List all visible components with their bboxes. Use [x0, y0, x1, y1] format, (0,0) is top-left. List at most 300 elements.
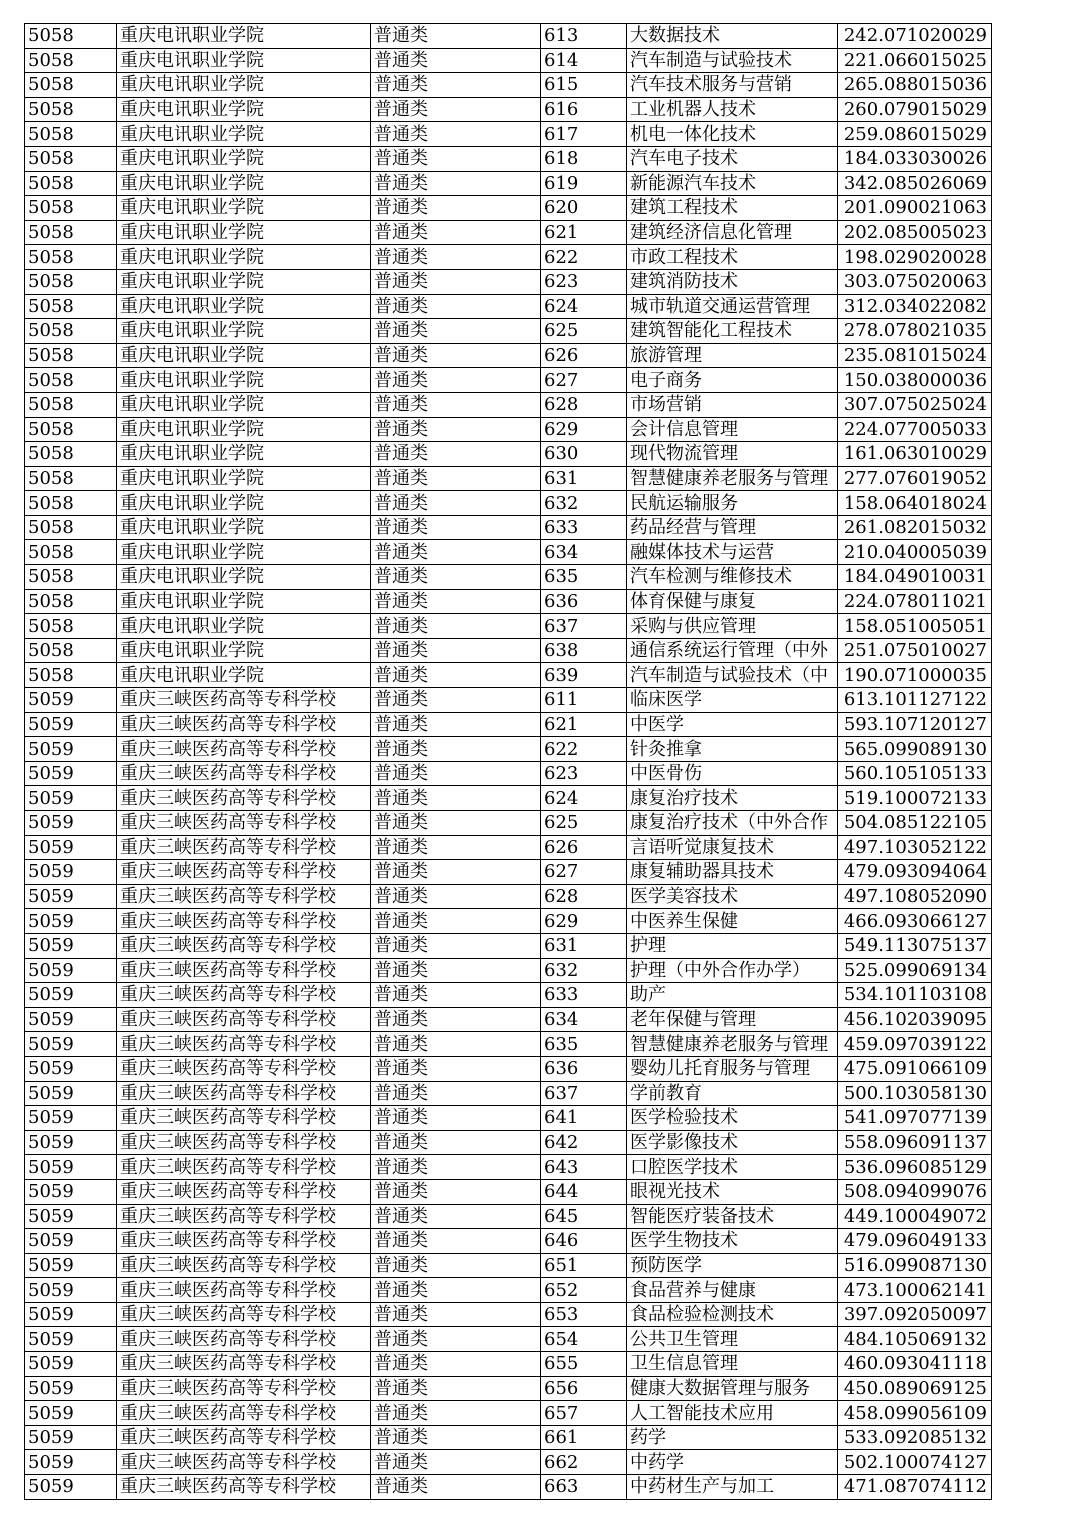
score-cell: 565.099089130 — [838, 737, 992, 762]
category-cell: 普通类 — [371, 24, 541, 49]
table-row — [25, 1302, 992, 1327]
major-name-cell: 汽车制造与试验技术（中 — [627, 663, 838, 688]
major-name-cell: 食品营养与健康 — [627, 1278, 838, 1303]
score-cell: 251.075010027 — [838, 638, 992, 663]
score-cell: 479.096049133 — [838, 1229, 992, 1254]
category-cell: 普通类 — [371, 343, 541, 368]
school-name-cell: 重庆三峡医药高等专科学校 — [117, 1352, 371, 1377]
major-code-cell: 643 — [541, 1155, 627, 1180]
school-name-cell: 重庆电讯职业学院 — [117, 294, 371, 319]
major-name-cell: 医学检验技术 — [627, 1106, 838, 1131]
table-row — [25, 589, 992, 614]
score-cell: 242.071020029 — [838, 24, 992, 49]
category-cell: 普通类 — [371, 811, 541, 836]
score-cell: 525.099069134 — [838, 958, 992, 983]
major-name-cell: 公共卫生管理 — [627, 1327, 838, 1352]
table-row — [25, 835, 992, 860]
major-name-cell: 康复辅助器具技术 — [627, 860, 838, 885]
major-name-cell: 现代物流管理 — [627, 442, 838, 467]
table-row — [25, 442, 992, 467]
score-cell: 190.071000035 — [838, 663, 992, 688]
score-cell: 235.081015024 — [838, 343, 992, 368]
score-cell: 210.040005039 — [838, 540, 992, 565]
table-row — [25, 761, 992, 786]
major-name-cell: 智慧健康养老服务与管理 — [627, 466, 838, 491]
score-cell: 150.038000036 — [838, 368, 992, 393]
school-name-cell: 重庆三峡医药高等专科学校 — [117, 1204, 371, 1229]
score-cell: 460.093041118 — [838, 1352, 992, 1377]
school-code-cell: 5058 — [25, 515, 117, 540]
school-name-cell: 重庆三峡医药高等专科学校 — [117, 1475, 371, 1500]
school-name-cell: 重庆三峡医药高等专科学校 — [117, 1229, 371, 1254]
category-cell: 普通类 — [371, 1007, 541, 1032]
school-name-cell: 重庆三峡医药高等专科学校 — [117, 1130, 371, 1155]
category-cell: 普通类 — [371, 392, 541, 417]
table-row — [25, 712, 992, 737]
major-code-cell: 641 — [541, 1106, 627, 1131]
major-code-cell: 657 — [541, 1401, 627, 1426]
major-name-cell: 针灸推拿 — [627, 737, 838, 762]
category-cell: 普通类 — [371, 146, 541, 171]
school-code-cell: 5058 — [25, 343, 117, 368]
school-name-cell: 重庆三峡医药高等专科学校 — [117, 737, 371, 762]
school-name-cell: 重庆三峡医药高等专科学校 — [117, 811, 371, 836]
table-row — [25, 1106, 992, 1131]
table-row — [25, 220, 992, 245]
school-code-cell: 5059 — [25, 1032, 117, 1057]
category-cell: 普通类 — [371, 1081, 541, 1106]
table-row — [25, 1327, 992, 1352]
score-cell: 504.085122105 — [838, 811, 992, 836]
category-cell: 普通类 — [371, 1401, 541, 1426]
major-name-cell: 老年保健与管理 — [627, 1007, 838, 1032]
table-row — [25, 122, 992, 147]
school-name-cell: 重庆三峡医药高等专科学校 — [117, 983, 371, 1008]
category-cell: 普通类 — [371, 1450, 541, 1475]
table-row — [25, 811, 992, 836]
score-cell: 475.091066109 — [838, 1056, 992, 1081]
major-code-cell: 629 — [541, 909, 627, 934]
score-cell: 484.105069132 — [838, 1327, 992, 1352]
major-name-cell: 大数据技术 — [627, 24, 838, 49]
major-code-cell: 618 — [541, 146, 627, 171]
score-cell: 184.033030026 — [838, 146, 992, 171]
table-row — [25, 1056, 992, 1081]
category-cell: 普通类 — [371, 245, 541, 270]
major-name-cell: 电子商务 — [627, 368, 838, 393]
school-code-cell: 5058 — [25, 97, 117, 122]
score-cell: 500.103058130 — [838, 1081, 992, 1106]
major-name-cell: 卫生信息管理 — [627, 1352, 838, 1377]
school-code-cell: 5059 — [25, 835, 117, 860]
major-name-cell: 通信系统运行管理（中外 — [627, 638, 838, 663]
table-row — [25, 884, 992, 909]
category-cell: 普通类 — [371, 319, 541, 344]
school-name-cell: 重庆电讯职业学院 — [117, 614, 371, 639]
category-cell: 普通类 — [371, 417, 541, 442]
major-code-cell: 617 — [541, 122, 627, 147]
major-name-cell: 市场营销 — [627, 392, 838, 417]
school-name-cell: 重庆电讯职业学院 — [117, 196, 371, 221]
major-name-cell: 中药学 — [627, 1450, 838, 1475]
category-cell: 普通类 — [371, 1056, 541, 1081]
major-name-cell: 口腔医学技术 — [627, 1155, 838, 1180]
table-row — [25, 1179, 992, 1204]
major-name-cell: 康复治疗技术（中外合作 — [627, 811, 838, 836]
score-cell: 519.100072133 — [838, 786, 992, 811]
table-row — [25, 933, 992, 958]
school-code-cell: 5059 — [25, 811, 117, 836]
score-cell: 479.093094064 — [838, 860, 992, 885]
table-row — [25, 786, 992, 811]
school-code-cell: 5059 — [25, 786, 117, 811]
school-name-cell: 重庆三峡医药高等专科学校 — [117, 1007, 371, 1032]
school-code-cell: 5059 — [25, 1376, 117, 1401]
table-row — [25, 24, 992, 49]
score-cell: 198.029020028 — [838, 245, 992, 270]
score-cell: 502.100074127 — [838, 1450, 992, 1475]
school-code-cell: 5059 — [25, 1450, 117, 1475]
school-code-cell: 5058 — [25, 48, 117, 73]
school-name-cell: 重庆电讯职业学院 — [117, 663, 371, 688]
major-code-cell: 628 — [541, 884, 627, 909]
major-code-cell: 663 — [541, 1475, 627, 1500]
major-name-cell: 民航运输服务 — [627, 491, 838, 516]
table-row — [25, 638, 992, 663]
school-name-cell: 重庆电讯职业学院 — [117, 269, 371, 294]
school-name-cell: 重庆三峡医药高等专科学校 — [117, 1081, 371, 1106]
category-cell: 普通类 — [371, 958, 541, 983]
major-name-cell: 健康大数据管理与服务 — [627, 1376, 838, 1401]
major-name-cell: 婴幼儿托育服务与管理 — [627, 1056, 838, 1081]
school-code-cell: 5059 — [25, 761, 117, 786]
score-cell: 161.063010029 — [838, 442, 992, 467]
school-name-cell: 重庆三峡医药高等专科学校 — [117, 712, 371, 737]
category-cell: 普通类 — [371, 1106, 541, 1131]
score-cell: 541.097077139 — [838, 1106, 992, 1131]
school-name-cell: 重庆电讯职业学院 — [117, 589, 371, 614]
school-code-cell: 5058 — [25, 171, 117, 196]
table-row — [25, 196, 992, 221]
major-code-cell: 637 — [541, 1081, 627, 1106]
major-name-cell: 建筑智能化工程技术 — [627, 319, 838, 344]
school-name-cell: 重庆三峡医药高等专科学校 — [117, 1302, 371, 1327]
major-code-cell: 653 — [541, 1302, 627, 1327]
category-cell: 普通类 — [371, 983, 541, 1008]
table-body — [25, 24, 992, 1500]
table-row — [25, 860, 992, 885]
score-cell: 613.101127122 — [838, 688, 992, 713]
category-cell: 普通类 — [371, 1253, 541, 1278]
table-row — [25, 737, 992, 762]
category-cell: 普通类 — [371, 933, 541, 958]
school-code-cell: 5059 — [25, 737, 117, 762]
score-cell: 221.066015025 — [838, 48, 992, 73]
major-code-cell: 622 — [541, 737, 627, 762]
major-name-cell: 中医学 — [627, 712, 838, 737]
school-code-cell: 5059 — [25, 1204, 117, 1229]
major-name-cell: 采购与供应管理 — [627, 614, 838, 639]
major-code-cell: 662 — [541, 1450, 627, 1475]
table-row — [25, 1278, 992, 1303]
table-row — [25, 1081, 992, 1106]
major-name-cell: 人工智能技术应用 — [627, 1401, 838, 1426]
school-code-cell: 5058 — [25, 196, 117, 221]
school-name-cell: 重庆三峡医药高等专科学校 — [117, 835, 371, 860]
major-code-cell: 636 — [541, 1056, 627, 1081]
school-code-cell: 5059 — [25, 933, 117, 958]
score-cell: 558.096091137 — [838, 1130, 992, 1155]
score-cell: 261.082015032 — [838, 515, 992, 540]
major-code-cell: 623 — [541, 761, 627, 786]
major-name-cell: 建筑工程技术 — [627, 196, 838, 221]
major-code-cell: 611 — [541, 688, 627, 713]
score-cell: 497.103052122 — [838, 835, 992, 860]
table-row — [25, 1253, 992, 1278]
category-cell: 普通类 — [371, 269, 541, 294]
school-code-cell: 5059 — [25, 1327, 117, 1352]
major-code-cell: 627 — [541, 368, 627, 393]
school-name-cell: 重庆三峡医药高等专科学校 — [117, 1032, 371, 1057]
category-cell: 普通类 — [371, 638, 541, 663]
school-code-cell: 5058 — [25, 392, 117, 417]
school-code-cell: 5058 — [25, 540, 117, 565]
school-code-cell: 5059 — [25, 688, 117, 713]
category-cell: 普通类 — [371, 1352, 541, 1377]
school-name-cell: 重庆电讯职业学院 — [117, 97, 371, 122]
major-code-cell: 651 — [541, 1253, 627, 1278]
major-name-cell: 机电一体化技术 — [627, 122, 838, 147]
major-name-cell: 眼视光技术 — [627, 1179, 838, 1204]
table-row — [25, 466, 992, 491]
major-name-cell: 中医养生保健 — [627, 909, 838, 934]
major-name-cell: 中药材生产与加工 — [627, 1475, 838, 1500]
table-row — [25, 73, 992, 98]
school-name-cell: 重庆三峡医药高等专科学校 — [117, 1450, 371, 1475]
score-cell: 278.078021035 — [838, 319, 992, 344]
major-name-cell: 食品检验检测技术 — [627, 1302, 838, 1327]
table-row — [25, 663, 992, 688]
school-code-cell: 5059 — [25, 1278, 117, 1303]
table-row — [25, 1401, 992, 1426]
category-cell: 普通类 — [371, 835, 541, 860]
score-cell: 184.049010031 — [838, 565, 992, 590]
school-code-cell: 5058 — [25, 638, 117, 663]
table-row — [25, 1229, 992, 1254]
major-code-cell: 629 — [541, 417, 627, 442]
major-name-cell: 学前教育 — [627, 1081, 838, 1106]
major-code-cell: 644 — [541, 1179, 627, 1204]
category-cell: 普通类 — [371, 565, 541, 590]
category-cell: 普通类 — [371, 1130, 541, 1155]
major-code-cell: 654 — [541, 1327, 627, 1352]
major-name-cell: 会计信息管理 — [627, 417, 838, 442]
school-name-cell: 重庆电讯职业学院 — [117, 442, 371, 467]
major-name-cell: 城市轨道交通运营管理 — [627, 294, 838, 319]
major-name-cell: 预防医学 — [627, 1253, 838, 1278]
table-row — [25, 565, 992, 590]
school-code-cell: 5059 — [25, 860, 117, 885]
major-name-cell: 建筑经济信息化管理 — [627, 220, 838, 245]
major-code-cell: 632 — [541, 958, 627, 983]
table-row — [25, 319, 992, 344]
school-name-cell: 重庆电讯职业学院 — [117, 638, 371, 663]
school-code-cell: 5058 — [25, 220, 117, 245]
major-code-cell: 645 — [541, 1204, 627, 1229]
table-row — [25, 343, 992, 368]
school-name-cell: 重庆三峡医药高等专科学校 — [117, 1056, 371, 1081]
category-cell: 普通类 — [371, 688, 541, 713]
school-name-cell: 重庆三峡医药高等专科学校 — [117, 909, 371, 934]
score-cell: 259.086015029 — [838, 122, 992, 147]
table-row — [25, 294, 992, 319]
school-name-cell: 重庆电讯职业学院 — [117, 540, 371, 565]
school-name-cell: 重庆电讯职业学院 — [117, 417, 371, 442]
school-code-cell: 5059 — [25, 1081, 117, 1106]
major-code-cell: 619 — [541, 171, 627, 196]
score-cell: 397.092050097 — [838, 1302, 992, 1327]
category-cell: 普通类 — [371, 540, 541, 565]
school-code-cell: 5059 — [25, 1130, 117, 1155]
category-cell: 普通类 — [371, 1032, 541, 1057]
table-row — [25, 1376, 992, 1401]
score-cell: 158.064018024 — [838, 491, 992, 516]
major-code-cell: 623 — [541, 269, 627, 294]
major-code-cell: 614 — [541, 48, 627, 73]
school-name-cell: 重庆三峡医药高等专科学校 — [117, 958, 371, 983]
category-cell: 普通类 — [371, 614, 541, 639]
category-cell: 普通类 — [371, 196, 541, 221]
major-code-cell: 655 — [541, 1352, 627, 1377]
category-cell: 普通类 — [371, 860, 541, 885]
school-code-cell: 5059 — [25, 1352, 117, 1377]
major-code-cell: 630 — [541, 442, 627, 467]
table-row — [25, 97, 992, 122]
major-name-cell: 建筑消防技术 — [627, 269, 838, 294]
school-code-cell: 5059 — [25, 1106, 117, 1131]
major-code-cell: 642 — [541, 1130, 627, 1155]
school-name-cell: 重庆三峡医药高等专科学校 — [117, 860, 371, 885]
school-name-cell: 重庆电讯职业学院 — [117, 24, 371, 49]
major-code-cell: 615 — [541, 73, 627, 98]
major-name-cell: 汽车电子技术 — [627, 146, 838, 171]
category-cell: 普通类 — [371, 1475, 541, 1500]
major-name-cell: 医学生物技术 — [627, 1229, 838, 1254]
major-code-cell: 633 — [541, 515, 627, 540]
school-code-cell: 5058 — [25, 73, 117, 98]
school-code-cell: 5058 — [25, 614, 117, 639]
school-code-cell: 5059 — [25, 1056, 117, 1081]
table-row — [25, 909, 992, 934]
table-row — [25, 392, 992, 417]
score-cell: 549.113075137 — [838, 933, 992, 958]
table-row — [25, 1352, 992, 1377]
category-cell: 普通类 — [371, 73, 541, 98]
major-name-cell: 汽车检测与维修技术 — [627, 565, 838, 590]
table-row — [25, 983, 992, 1008]
score-cell: 312.034022082 — [838, 294, 992, 319]
major-name-cell: 护理 — [627, 933, 838, 958]
school-code-cell: 5058 — [25, 122, 117, 147]
major-code-cell: 634 — [541, 540, 627, 565]
score-cell: 224.078011021 — [838, 589, 992, 614]
score-cell: 224.077005033 — [838, 417, 992, 442]
school-name-cell: 重庆电讯职业学院 — [117, 368, 371, 393]
table-row — [25, 614, 992, 639]
score-cell: 459.097039122 — [838, 1032, 992, 1057]
category-cell: 普通类 — [371, 171, 541, 196]
school-code-cell: 5059 — [25, 958, 117, 983]
major-code-cell: 634 — [541, 1007, 627, 1032]
category-cell: 普通类 — [371, 442, 541, 467]
school-name-cell: 重庆电讯职业学院 — [117, 515, 371, 540]
school-name-cell: 重庆三峡医药高等专科学校 — [117, 1155, 371, 1180]
table-row — [25, 1130, 992, 1155]
category-cell: 普通类 — [371, 761, 541, 786]
school-code-cell: 5059 — [25, 1229, 117, 1254]
major-code-cell: 628 — [541, 392, 627, 417]
school-name-cell: 重庆电讯职业学院 — [117, 343, 371, 368]
major-name-cell: 临床医学 — [627, 688, 838, 713]
category-cell: 普通类 — [371, 786, 541, 811]
school-name-cell: 重庆电讯职业学院 — [117, 171, 371, 196]
major-code-cell: 626 — [541, 343, 627, 368]
score-cell: 516.099087130 — [838, 1253, 992, 1278]
school-name-cell: 重庆电讯职业学院 — [117, 565, 371, 590]
major-code-cell: 632 — [541, 491, 627, 516]
score-cell: 158.051005051 — [838, 614, 992, 639]
score-cell: 342.085026069 — [838, 171, 992, 196]
major-name-cell: 体育保健与康复 — [627, 589, 838, 614]
major-code-cell: 613 — [541, 24, 627, 49]
category-cell: 普通类 — [371, 1278, 541, 1303]
score-cell: 560.105105133 — [838, 761, 992, 786]
major-name-cell: 工业机器人技术 — [627, 97, 838, 122]
score-cell: 593.107120127 — [838, 712, 992, 737]
table-row — [25, 515, 992, 540]
category-cell: 普通类 — [371, 466, 541, 491]
school-code-cell: 5058 — [25, 663, 117, 688]
major-code-cell: 631 — [541, 933, 627, 958]
score-cell: 536.096085129 — [838, 1155, 992, 1180]
score-cell: 456.102039095 — [838, 1007, 992, 1032]
category-cell: 普通类 — [371, 515, 541, 540]
major-name-cell: 康复治疗技术 — [627, 786, 838, 811]
table-row — [25, 1425, 992, 1450]
school-code-cell: 5059 — [25, 884, 117, 909]
school-code-cell: 5059 — [25, 909, 117, 934]
major-name-cell: 融媒体技术与运营 — [627, 540, 838, 565]
school-code-cell: 5058 — [25, 319, 117, 344]
category-cell: 普通类 — [371, 97, 541, 122]
category-cell: 普通类 — [371, 1327, 541, 1352]
category-cell: 普通类 — [371, 737, 541, 762]
school-name-cell: 重庆三峡医药高等专科学校 — [117, 1179, 371, 1204]
category-cell: 普通类 — [371, 220, 541, 245]
school-name-cell: 重庆三峡医药高等专科学校 — [117, 1376, 371, 1401]
major-code-cell: 656 — [541, 1376, 627, 1401]
score-cell: 466.093066127 — [838, 909, 992, 934]
school-code-cell: 5059 — [25, 1179, 117, 1204]
major-code-cell: 646 — [541, 1229, 627, 1254]
school-name-cell: 重庆三峡医药高等专科学校 — [117, 1253, 371, 1278]
score-cell: 202.085005023 — [838, 220, 992, 245]
category-cell: 普通类 — [371, 712, 541, 737]
major-code-cell: 625 — [541, 811, 627, 836]
school-name-cell: 重庆三峡医药高等专科学校 — [117, 786, 371, 811]
score-cell: 458.099056109 — [838, 1401, 992, 1426]
major-code-cell: 624 — [541, 786, 627, 811]
